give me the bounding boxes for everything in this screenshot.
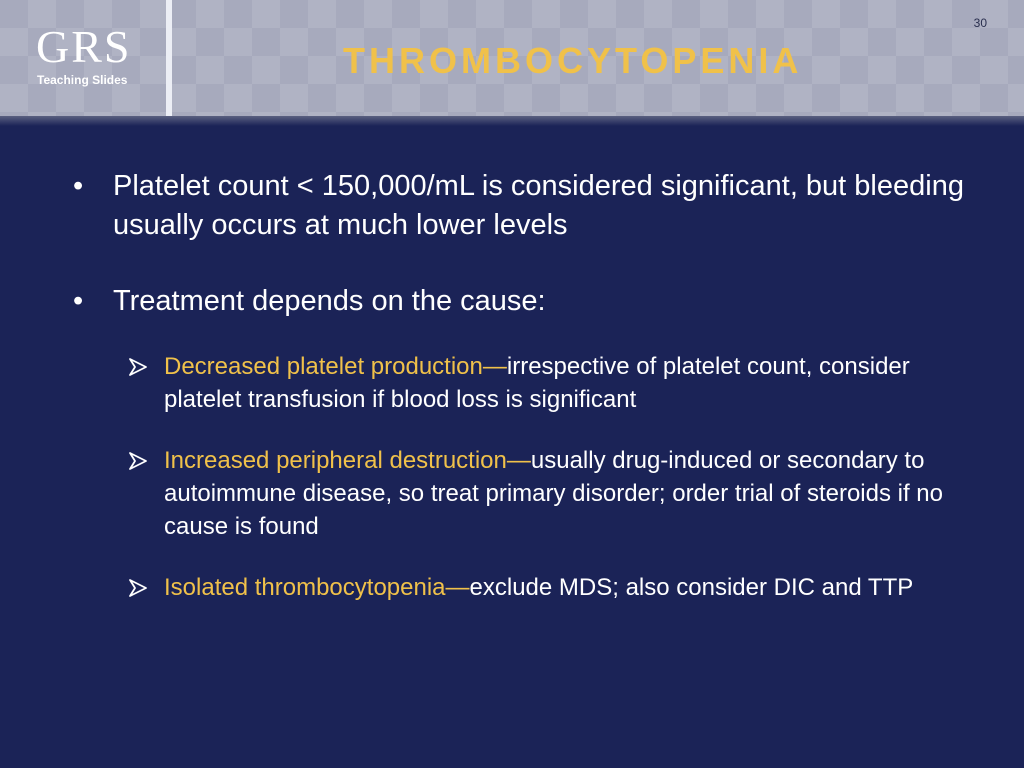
sub-bullet-text [164,350,968,416]
bullet-item [73,282,973,321]
sub-bullet-body: usually drug-induced or secondary to autoimmune disease, so treat primary disorder; order trial of steroids if no cause is found [164,447,944,540]
bullet-dot-icon: • [73,170,84,202]
sub-bullet-item [128,444,968,543]
bullet-text: Platelet count < 150,000/mL is considered significant, but bleeding usually occurs at much lower levels [113,170,964,241]
sub-bullet-highlight: Decreased platelet production— [164,353,507,380]
logo-name: GRS [36,21,132,72]
slide-number: 30 [973,16,987,30]
logo-subtitle: Teaching Slides [37,73,128,87]
sub-bullet-item [128,571,968,604]
sub-bullet-highlight: Increased peripheral destruction— [164,447,531,474]
arrow-bullet-icon [128,452,148,470]
sub-bullet-text [164,571,968,604]
bullet-text: Treatment depends on the cause: [113,285,546,317]
sub-bullet-text [164,444,968,543]
sub-bullet-body: exclude MDS; also consider DIC and TTP [469,574,914,601]
slide-title: THROMBOCYTOPENIA [343,40,803,81]
sub-bullet-body: irrespective of platelet count, consider platelet transfusion if blood loss is significant [164,353,910,413]
bullet-item [73,167,973,245]
bullet-dot-icon: • [73,285,84,317]
sub-bullet-highlight: Isolated thrombocytopenia— [164,574,470,601]
sub-bullet-item [128,350,968,416]
arrow-bullet-icon [128,579,148,597]
arrow-bullet-icon [128,358,148,376]
